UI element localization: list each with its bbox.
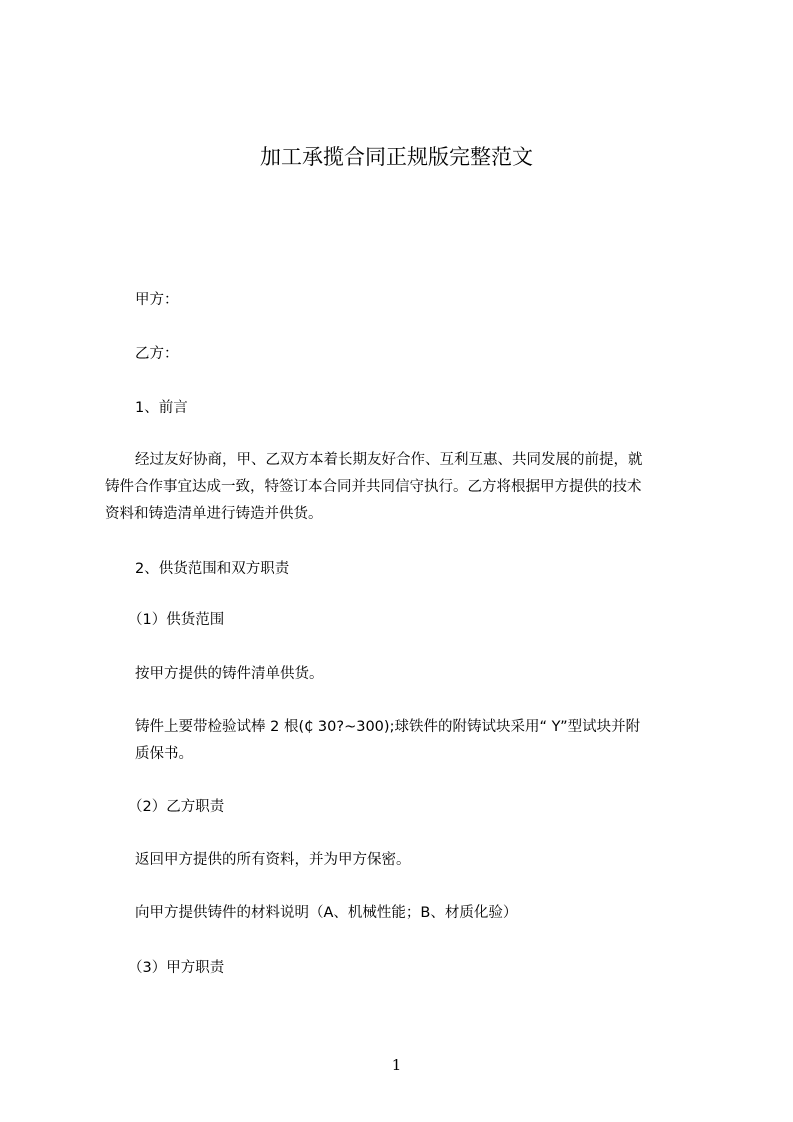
subsection-2-body-1: 返回甲方提供的所有资料，并为甲方保密。: [135, 852, 411, 868]
section-1-body-line-2: 铸件合作事宜达成一致，特签订本合同并共同信守执行。乙方将根据甲方提供的技术: [105, 479, 642, 495]
subsection-1-heading: （1）供货范围: [128, 612, 225, 628]
page-number: 1: [391, 1056, 402, 1074]
section-2-heading: 2、供货范围和双方职责: [135, 561, 290, 577]
subsection-2-body-2: 向甲方提供铸件的材料说明（A、机械性能；B、材质化验）: [135, 905, 518, 921]
party-b-label: 乙方：: [135, 346, 179, 362]
party-a-label: 甲方：: [135, 292, 179, 308]
subsection-1-body: 按甲方提供的铸件清单供货。: [135, 666, 324, 682]
document-title: 加工承揽合同正规版完整范文: [260, 145, 533, 169]
subsection-3-heading: （3）甲方职责: [128, 960, 225, 976]
section-1-body-line-1: 经过友好协商，甲、乙双方本着长期友好合作、互利互惠、共同发展的前提，就: [135, 452, 643, 468]
subsection-1-body-2-line-1: 铸件上要带检验试棒 2 根(₵ 30?~300);球铁件的附铸试块采用“ Y”型试块并附: [135, 719, 641, 735]
section-1-body: [105, 447, 725, 528]
subsection-1-body-2-line-2: 质保书。: [135, 746, 193, 762]
subsection-2-heading: （2）乙方职责: [128, 799, 225, 815]
section-1-heading: 1、前言: [135, 400, 188, 416]
section-1-body-line-3: 资料和铸造清单进行铸造并供货。: [105, 506, 323, 522]
subsection-1-body-2: [135, 714, 735, 768]
